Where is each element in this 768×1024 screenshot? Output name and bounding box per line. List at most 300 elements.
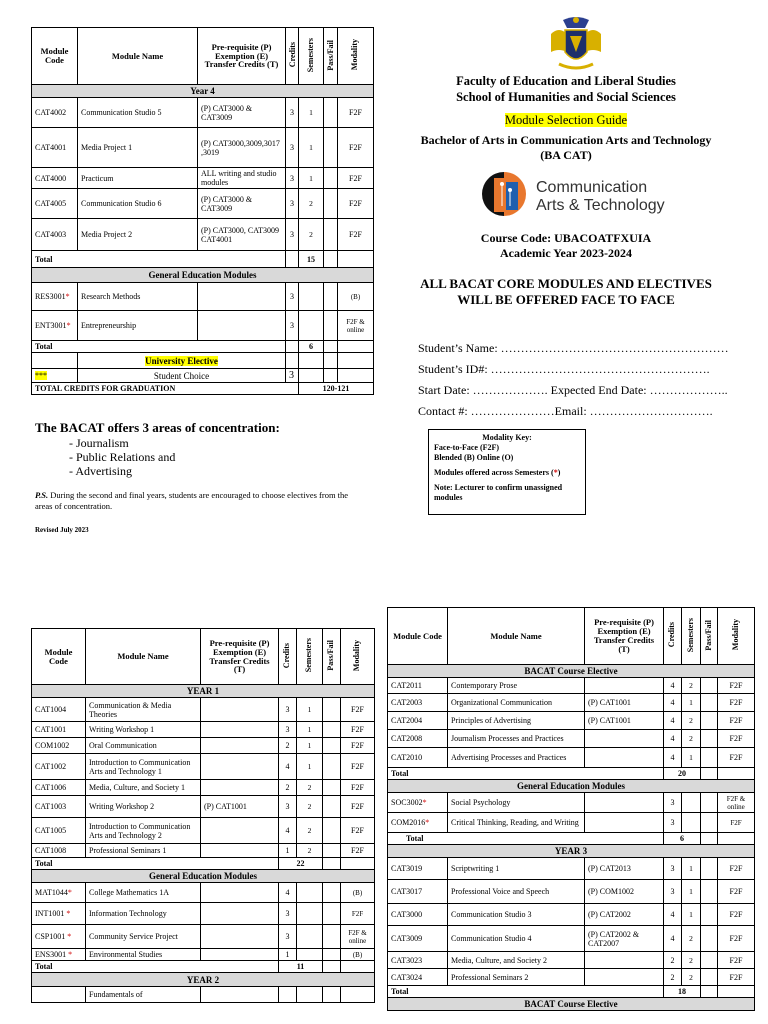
module-prerequisite [585, 813, 664, 833]
elective-code: *** [35, 371, 47, 380]
year3-table [387, 607, 755, 1011]
header-prerequisite: Pre-requisite (P) Exemption (E) Transfer Credits (T) [585, 608, 664, 665]
module-semester [297, 949, 323, 961]
module-row [388, 969, 755, 986]
module-semester: 1 [299, 128, 324, 168]
module-semester: 1 [297, 722, 323, 738]
module-credits: 4 [664, 694, 682, 712]
module-passfail [324, 311, 338, 341]
module-prerequisite [201, 738, 279, 754]
module-prerequisite [201, 818, 279, 844]
modality-key [428, 429, 586, 515]
module-semester [299, 283, 324, 311]
module-semester: 1 [682, 748, 701, 768]
module-code: SOC3002* [388, 793, 448, 813]
module-row [32, 844, 375, 858]
key-blended: Blended (B) Online (O) [434, 453, 514, 462]
module-credits: 2 [279, 780, 297, 796]
header-module-name: Module Name [448, 608, 585, 665]
module-semester: 2 [299, 219, 324, 251]
module-prerequisite: ALL writing and studio modules [198, 168, 286, 189]
academic-year: Academic Year 2023-2024 [500, 246, 632, 260]
logo-line1: Communication [536, 179, 648, 196]
module-row [388, 904, 755, 926]
module-passfail [701, 813, 718, 833]
header-modality: Modality [341, 629, 375, 685]
header-modality: Modality [718, 608, 755, 665]
module-code: CAT2011 [388, 678, 448, 694]
module-prerequisite [201, 844, 279, 858]
header-module-code: Module Code [32, 28, 78, 85]
module-modality: F2F [338, 168, 374, 189]
gen-ed-row [32, 311, 374, 341]
module-prerequisite: (P) CAT2002 & CAT2007 [585, 926, 664, 952]
module-prerequisite: (P) CAT1001 [201, 796, 279, 818]
module-semester: 2 [297, 796, 323, 818]
module-code: CAT4005 [32, 189, 78, 219]
guide-title: Module Selection Guide [504, 113, 628, 127]
key-title: Modality Key: [482, 433, 532, 442]
semester-star: * [66, 321, 71, 330]
module-code: CAT1003 [32, 796, 86, 818]
total-label: Total [32, 341, 286, 353]
module-credits: 3 [664, 858, 682, 880]
module-modality: F2F [341, 698, 375, 722]
module-modality: F2F [718, 694, 755, 712]
module-name: Media, Culture, and Society 2 [448, 952, 585, 969]
module-passfail [323, 796, 341, 818]
module-prerequisite [198, 283, 286, 311]
module-modality: F2F [341, 722, 375, 738]
module-code: RES3001* [32, 283, 78, 311]
degree-name: Bachelor of Arts in Communication Arts and Technology [420, 133, 712, 147]
concentration-heading: The BACAT offers 3 areas of concentration: [35, 420, 280, 435]
module-credits: 3 [286, 189, 299, 219]
module-credits: 3 [664, 880, 682, 904]
module-credits: 3 [664, 813, 682, 833]
module-modality: F2F [718, 712, 755, 730]
module-credits: 4 [664, 678, 682, 694]
module-code: CAT4000 [32, 168, 78, 189]
module-prerequisite: (P) CAT3000, CAT3009 CAT4001 [198, 219, 286, 251]
header-semesters: Semesters [682, 608, 701, 665]
school-name: School of Humanities and Social Sciences [456, 90, 676, 104]
module-modality: F2F & online [718, 793, 755, 813]
module-semester: 2 [682, 926, 701, 952]
semester-star: * [67, 932, 72, 941]
gen-ed-row [32, 949, 375, 961]
module-semester [297, 925, 323, 949]
module-name: Communication Studio 4 [448, 926, 585, 952]
module-name: Contemporary Prose [448, 678, 585, 694]
module-name: Practicum [78, 168, 198, 189]
concentration-list [69, 436, 365, 478]
course-code: Course Code: UBACOATFXUIA [480, 231, 652, 245]
module-prerequisite [585, 678, 664, 694]
logo-line2: Arts & Technology [536, 197, 665, 214]
module-credits: 3 [286, 128, 299, 168]
header-credits: Credits [279, 629, 297, 685]
module-passfail [323, 780, 341, 796]
module-semester [297, 883, 323, 903]
module-row [32, 818, 375, 844]
module-credits: 2 [279, 738, 297, 754]
module-semester: 2 [297, 780, 323, 796]
gen-ed-row [32, 283, 374, 311]
module-credits: 2 [664, 952, 682, 969]
module-code: CAT3024 [388, 969, 448, 986]
module-code: CAT2010 [388, 748, 448, 768]
module-code: COM2016* [388, 813, 448, 833]
module-name: Professional Seminars 1 [86, 844, 201, 858]
module-name: Communication & Media Theories [86, 698, 201, 722]
module-row [32, 219, 374, 251]
total-value: 6 [299, 341, 324, 353]
module-semester: 1 [682, 880, 701, 904]
module-code: CAT3009 [388, 926, 448, 952]
concentration-block [35, 420, 365, 534]
module-prerequisite [585, 952, 664, 969]
module-code: CAT3023 [388, 952, 448, 969]
module-credits: 1 [279, 844, 297, 858]
module-semester: 1 [682, 904, 701, 926]
module-name: Information Technology [86, 903, 201, 925]
header-module-code: Module Code [388, 608, 448, 665]
module-name: Writing Workshop 1 [86, 722, 201, 738]
semester-star: * [422, 798, 427, 807]
module-passfail [323, 903, 341, 925]
module-code: CAT1001 [32, 722, 86, 738]
module-prerequisite [585, 969, 664, 986]
module-prerequisite [198, 311, 286, 341]
module-modality: F2F [718, 813, 755, 833]
module-row [32, 189, 374, 219]
module-passfail [701, 730, 718, 748]
module-name: Media, Culture, and Society 1 [86, 780, 201, 796]
total-label: Total [388, 768, 664, 780]
grand-total-label: TOTAL CREDITS FOR GRADUATION [32, 383, 299, 395]
module-code: INT1001 * [32, 903, 86, 925]
module-code: CAT4003 [32, 219, 78, 251]
module-code: CAT3017 [388, 880, 448, 904]
module-credits: 1 [279, 949, 297, 961]
elective-cell [78, 353, 286, 369]
module-passfail [701, 926, 718, 952]
module-passfail [701, 880, 718, 904]
module-credits: 4 [279, 754, 297, 780]
semester-star: * [425, 818, 430, 827]
module-code: CAT4002 [32, 98, 78, 128]
student-name-field[interactable]: Student’s Name: ………………………………………………… [418, 341, 729, 355]
module-row [388, 712, 755, 730]
module-code: CAT1005 [32, 818, 86, 844]
section-title: General Education Modules [32, 870, 375, 883]
module-code: CAT1002 [32, 754, 86, 780]
module-modality: F2F [341, 780, 375, 796]
module-name: Advertising Processes and Practices [448, 748, 585, 768]
module-row [32, 796, 375, 818]
module-modality: (B) [341, 949, 375, 961]
module-prerequisite: (P) CAT1001 [585, 694, 664, 712]
module-semester: 2 [682, 730, 701, 748]
module-code: CAT1008 [32, 844, 86, 858]
module-credits: 4 [664, 712, 682, 730]
student-form [418, 338, 748, 422]
header-module-code: Module Code [32, 629, 86, 685]
module-passfail [701, 858, 718, 880]
module-code: CAT1006 [32, 780, 86, 796]
total-label: Total [388, 833, 664, 845]
module-passfail [701, 748, 718, 768]
module-semester: 1 [297, 754, 323, 780]
module-modality: F2F [718, 748, 755, 768]
module-code: MAT1044* [32, 883, 86, 903]
module-semester: 1 [299, 98, 324, 128]
year1-table-wrap [31, 628, 375, 1024]
module-code: CAT2004 [388, 712, 448, 730]
module-prerequisite [201, 754, 279, 780]
module-row [388, 678, 755, 694]
module-modality: F2F & online [338, 311, 374, 341]
module-modality: F2F [338, 128, 374, 168]
module-prerequisite [585, 793, 664, 813]
faculty-header [385, 73, 747, 105]
total-label: Total [388, 986, 664, 998]
module-passfail [324, 219, 338, 251]
module-semester [297, 903, 323, 925]
gen-ed-row [32, 925, 375, 949]
module-passfail [324, 168, 338, 189]
module-code: CAT3000 [388, 904, 448, 926]
module-name: Communication Studio 6 [78, 189, 198, 219]
module-modality: F2F [718, 858, 755, 880]
module-name: Writing Workshop 2 [86, 796, 201, 818]
section-title: YEAR 2 [32, 973, 375, 987]
module-passfail [324, 283, 338, 311]
module-semester: 2 [682, 712, 701, 730]
module-name: Principles of Advertising [448, 712, 585, 730]
module-modality: F2F & online [341, 925, 375, 949]
module-code: ENS3001 * [32, 949, 86, 961]
module-passfail [701, 969, 718, 986]
module-passfail [324, 98, 338, 128]
module-row [32, 98, 374, 128]
grand-total-value: 120-121 [299, 383, 374, 395]
module-semester: 2 [297, 844, 323, 858]
module-credits: 3 [286, 98, 299, 128]
module-passfail [701, 904, 718, 926]
module-name: Social Psychology [448, 793, 585, 813]
module-row [32, 722, 375, 738]
concentration-item: - Journalism [69, 436, 129, 450]
module-code: ENT3001* [32, 311, 78, 341]
module-row [388, 730, 755, 748]
semester-star: * [68, 950, 73, 959]
module-semester: 1 [297, 738, 323, 754]
module-modality: F2F [341, 738, 375, 754]
module-semester: 1 [682, 858, 701, 880]
module-passfail [323, 738, 341, 754]
header-passfail: Pass/Fail [324, 28, 338, 85]
module-semester: 2 [682, 678, 701, 694]
module-name: Organizational Communication [448, 694, 585, 712]
section-title: General Education Modules [388, 780, 755, 793]
year4-table [31, 27, 374, 395]
module-semester: 1 [299, 168, 324, 189]
module-modality: F2F [718, 730, 755, 748]
degree-header [385, 133, 747, 163]
section-title: General Education Modules [32, 268, 374, 283]
module-credits: 3 [279, 925, 297, 949]
module-code: CAT4001 [32, 128, 78, 168]
module-name: Oral Communication [86, 738, 201, 754]
module-prerequisite [201, 780, 279, 796]
module-credits: 3 [279, 796, 297, 818]
module-prerequisite [201, 883, 279, 903]
module-name: Media Project 2 [78, 219, 198, 251]
module-modality: (B) [341, 883, 375, 903]
module-name: Professional Voice and Speech [448, 880, 585, 904]
module-passfail [324, 189, 338, 219]
module-row [32, 738, 375, 754]
module-prerequisite [201, 698, 279, 722]
module-code: CAT3019 [388, 858, 448, 880]
module-name: Media Project 1 [78, 128, 198, 168]
total-value: 11 [279, 961, 323, 973]
module-modality: F2F [718, 969, 755, 986]
header-passfail: Pass/Fail [701, 608, 718, 665]
module-credits: 4 [664, 904, 682, 926]
header-module-name: Module Name [78, 28, 198, 85]
module-semester: 2 [297, 818, 323, 844]
module-prerequisite: (P) CAT2013 [585, 858, 664, 880]
contact-field[interactable]: Contact #: …………………Email: …………………………. [418, 404, 713, 418]
module-code: CAT2008 [388, 730, 448, 748]
module-prerequisite: (P) CAT1001 [585, 712, 664, 730]
section-title: YEAR 3 [388, 845, 755, 858]
year4-table-wrap [31, 27, 374, 395]
module-row [388, 694, 755, 712]
module-semester: 1 [682, 694, 701, 712]
module-semester: 2 [682, 952, 701, 969]
module-prerequisite [201, 722, 279, 738]
semester-star: * [66, 909, 71, 918]
module-row [388, 952, 755, 969]
module-row [32, 754, 375, 780]
faculty-name: Faculty of Education and Liberal Studies [456, 74, 676, 88]
module-row [388, 880, 755, 904]
module-credits: 4 [279, 883, 297, 903]
notice-line1: ALL BACAT CORE MODULES AND ELECTIVES [420, 276, 712, 291]
header-semesters: Semesters [297, 629, 323, 685]
module-row [32, 698, 375, 722]
total-label: Total [32, 858, 279, 870]
module-modality: F2F [341, 903, 375, 925]
module-passfail [701, 952, 718, 969]
module-semester: 2 [682, 969, 701, 986]
module-credits: 3 [279, 903, 297, 925]
module-code: CSP1001 * [32, 925, 86, 949]
module-row [388, 926, 755, 952]
module-credits: 4 [664, 730, 682, 748]
gen-ed-row [388, 813, 755, 833]
cat-logo-icon [480, 170, 528, 218]
header-credits: Credits [664, 608, 682, 665]
section-title: Year 4 [32, 85, 374, 98]
module-row [388, 858, 755, 880]
module-semester [682, 813, 701, 833]
key-f2f: Face-to-Face (F2F) [434, 443, 500, 452]
module-semester [299, 311, 324, 341]
module-modality: F2F [341, 796, 375, 818]
module-credits: 3 [286, 311, 299, 341]
university-crest-logo [545, 12, 607, 76]
module-passfail [323, 698, 341, 722]
header-modality: Modality [338, 28, 374, 85]
student-id-field[interactable]: Student’s ID#: ………………………………………………. [418, 362, 710, 376]
module-row [32, 168, 374, 189]
section-title: YEAR 1 [32, 685, 375, 698]
notice-line2: WILL BE OFFERED FACE TO FACE [457, 292, 675, 307]
module-modality: F2F [341, 754, 375, 780]
module-row [32, 780, 375, 796]
module-passfail [701, 694, 718, 712]
elective-title: University Elective [145, 355, 218, 366]
module-semester [682, 793, 701, 813]
module-modality: F2F [718, 926, 755, 952]
module-credits: 4 [279, 818, 297, 844]
module-name: Communication Studio 5 [78, 98, 198, 128]
module-credits: 3 [286, 168, 299, 189]
module-passfail [323, 754, 341, 780]
module-prerequisite [201, 949, 279, 961]
module-modality: F2F [338, 219, 374, 251]
module-name: Critical Thinking, Reading, and Writing [448, 813, 585, 833]
degree-abbr: (BA CAT) [540, 148, 592, 162]
module-prerequisite: (P) CAT2002 [585, 904, 664, 926]
module-name: Introduction to Communication Arts and Technology 1 [86, 754, 201, 780]
notice [385, 276, 747, 308]
total-value: 6 [664, 833, 701, 845]
key-semesters-note: Modules offered across Semesters (*) [434, 468, 561, 477]
cat-logo-text [536, 179, 665, 215]
header-prerequisite: Pre-requisite (P) Exemption (E) Transfer Credits (T) [201, 629, 279, 685]
year3-table-wrap [387, 607, 755, 1024]
module-code: CAT1004 [32, 698, 86, 722]
module-prerequisite [201, 925, 279, 949]
module-code: CAT2003 [388, 694, 448, 712]
module-modality: F2F [718, 880, 755, 904]
dates-field[interactable]: Start Date: ………………. Expected End Date: ……………….. [418, 383, 728, 397]
module-name: Communication Studio 3 [448, 904, 585, 926]
module-code: COM1002 [32, 738, 86, 754]
semester-star: * [65, 292, 70, 301]
module-passfail [323, 844, 341, 858]
module-semester: 1 [297, 698, 323, 722]
module-name: Research Methods [78, 283, 198, 311]
elective-name: Student Choice [78, 369, 286, 383]
module-credits: 3 [279, 722, 297, 738]
module-credits: 3 [286, 283, 299, 311]
module-modality: F2F [718, 952, 755, 969]
module-prerequisite [585, 730, 664, 748]
year1-table [31, 628, 375, 1003]
module-passfail [323, 818, 341, 844]
header-module-name: Module Name [86, 629, 201, 685]
gen-ed-row [388, 793, 755, 813]
module-passfail [701, 678, 718, 694]
module-name: Scriptwriting 1 [448, 858, 585, 880]
